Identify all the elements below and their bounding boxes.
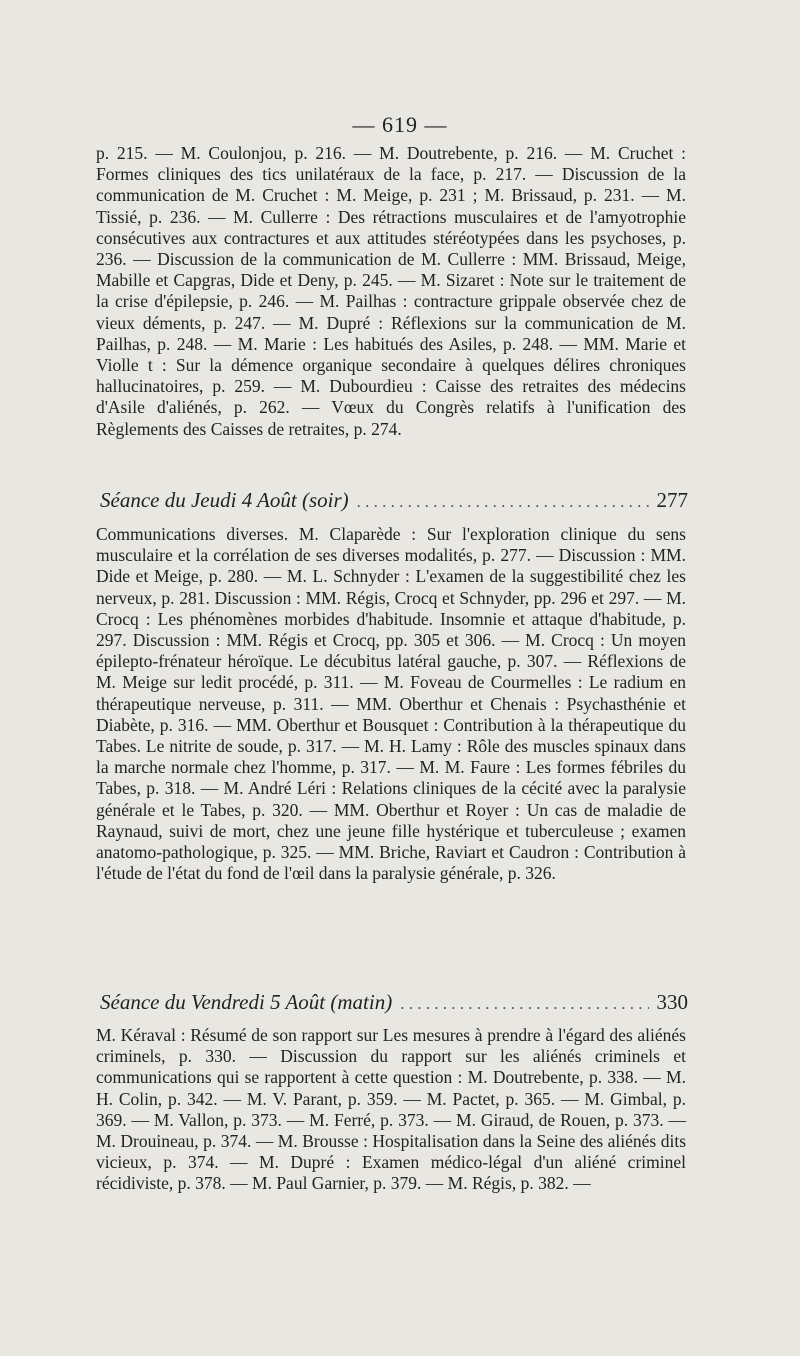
section-page-number: 330 — [656, 990, 688, 1014]
paragraph-text: p. 215. — M. Coulonjou, p. 216. — M. Doutrebente, p. 216. — M. Cruchet : Formes cliniques des tics unilatéraux de la face, p. 217. — Discussion de la communication de M. Cruchet : M. Meige, p. 231 ; M. Brissaud, p. 231. — M. Tissié, p. 236. — M. Cullerre : Des rétractions musculaires et de l'amyotrophie consécutives aux contractures et aux attitudes stéréotypées dans les psychoses, p. 236. — Discussion de la communication de M. Cullerre : MM. Brissaud, Meige, Mabille et Capgras, Dide et Deny, p. 245. — M. Sizaret : Note sur le traitement de la crise d'épilepsie, p. 246. — M. Pailhas : contracture grippale observée chez de vieux déments, p. 247. — M. Dupré : Réflexions sur la communication de M. Pailhas, p. 248. — M. Marie : Les habitués des Asiles, p. 248. — MM. Marie et Violle t : Sur la démence organique secondaire à quelques délires chroniques hallucinatoires, p. 259. — M. Dubourdieu : Caisse des retraites des médecins d'Asile d'aliénés, p. 262. — Vœux du Congrès relatifs à l'unification des Règlements des Caisses de retraites, p. 274. — [96, 143, 686, 439]
paragraph-keraval — [96, 1025, 686, 1195]
section-heading-jeudi-4-aout — [100, 488, 688, 513]
paragraph-text: Communications diverses. M. Claparède : Sur l'exploration clinique du sens musculaire et la corrélation de ses diverses modalités, p. 277. — Discussion : MM. Dide et Meige, p. 280. — M. L. Schnyder : L'examen de la suggestibilité chez les nerveux, p. 281. Discussion : MM. Régis, Crocq et Schnyder, pp. 296 et 297. — M. Crocq : Les phénomènes morbides d'habitude. Insomnie et attaque d'habitude, p. 297. Discussion : MM. Régis et Crocq, pp. 305 et 306. — M. Crocq : Un moyen épilepto-frénateur héroïque. Le décubitus latéral gauche, p. 307. — Réflexions de M. Meige sur ledit procédé, p. 311. — M. Foveau de Courmelles : Le radium en thérapeutique nerveuse, p. 311. — MM. Oberthur et Chenais : Psychasthénie et Diabète, p. 316. — MM. Oberthur et Bousquet : Contribution à la thérapeutique du Tabes. Le nitrite de soude, p. 317. — M. H. Lamy : Rôle des muscles spinaux dans la marche normale chez l'homme, p. 317. — M. M. Faure : Les formes fébriles du Tabes, p. 318. — M. André Léri : Relations cliniques de la cécité avec la paralysie générale et le Tabes, p. 320. — MM. Oberthur et Royer : Un cas de maladie de Raynaud, suivi de mort, chez une jeune fille hystérique et tuberculeuse ; examen anatomo-pathologique, p. 325. — MM. Briche, Raviart et Caudron : Contribution à l'étude de l'état du fond de l'œil dans la paralysie générale, p. 326. — [96, 524, 686, 884]
paragraph-text: M. Kéraval : Résumé de son rapport sur Les mesures à prendre à l'égard des aliénés criminels, p. 330. — Discussion du rapport sur les aliénés criminels et communications qui se rapportent à cette question : M. Doutrebente, p. 338. — M. H. Colin, p. 342. — M. V. Parant, p. 359. — M. Pactet, p. 365. — M. Gimbal, p. 369. — M. Vallon, p. 373. — M. Ferré, p. 373. — M. Giraud, de Rouen, p. 373. — M. Drouineau, p. 374. — M. Brousse : Hospitalisation dans la Seine des aliénés dits vicieux, p. 374. — M. Dupré : Examen médico-légal d'un aliéné criminel récidiviste, p. 378. — M. Paul Garnier, p. 379. — M. Régis, p. 382. — — [96, 1025, 686, 1194]
leader-dots — [357, 492, 649, 512]
section-title: Séance du Vendredi 5 Août (matin) — [100, 990, 393, 1014]
paragraph-communications — [96, 524, 686, 884]
paragraph-continuation — [96, 143, 686, 440]
section-heading-vendredi-5-aout — [100, 990, 688, 1015]
section-page-number: 277 — [656, 488, 688, 512]
section-title: Séance du Jeudi 4 Août (soir) — [100, 488, 349, 512]
page-number: — 619 — — [352, 112, 448, 137]
leader-dots — [400, 994, 648, 1014]
